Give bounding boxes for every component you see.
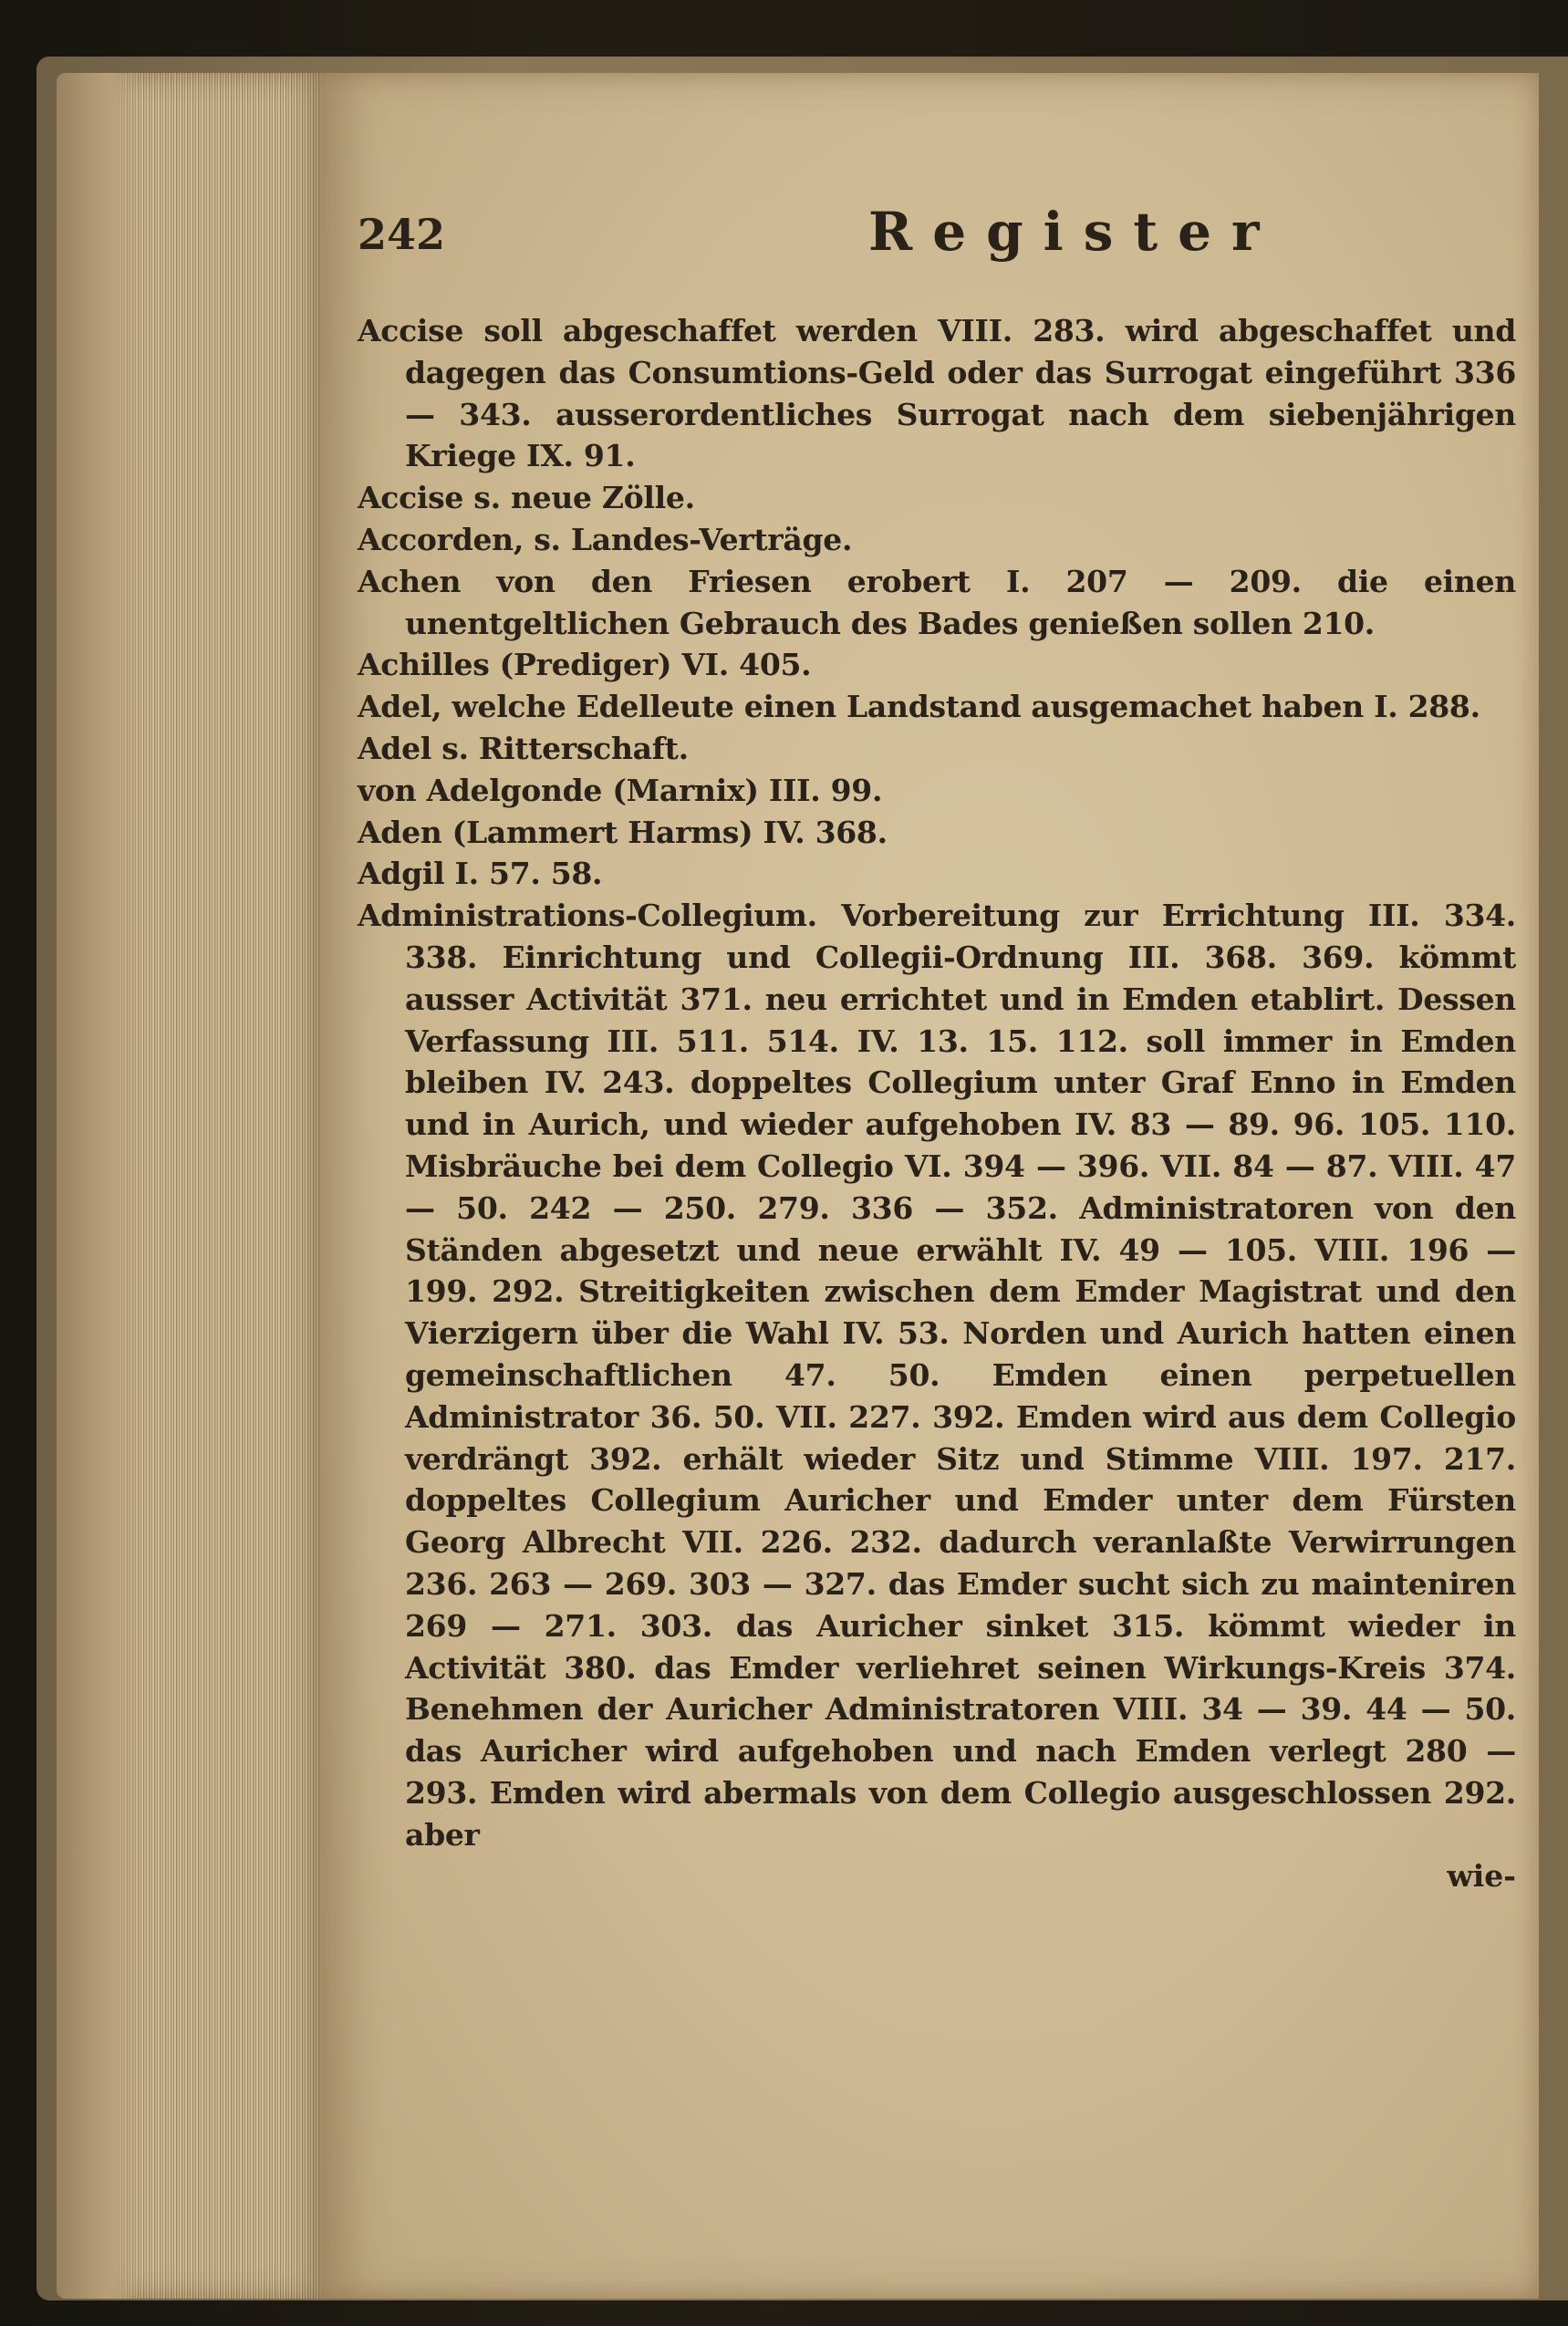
section-title: Register — [868, 201, 1280, 263]
index-entry: von Adelgonde (Marnix) III. 99. — [358, 772, 883, 808]
book-page — [321, 73, 1539, 2299]
index-entry: Adel s. Ritterschaft. — [358, 730, 689, 766]
page-content — [358, 201, 1516, 1897]
index-entry: Achen von den Friesen erobert I. 207 — 209. die einen unentgeltlichen Gebrauch des Bades genießen sollen 210. — [358, 563, 1516, 641]
index-entry: Adgil I. 57. 58. — [358, 856, 603, 892]
page-edges — [57, 73, 330, 2299]
index-entry: Achilles (Prediger) VI. 405. — [358, 647, 812, 683]
index-entry: Accise soll abgeschaffet werden VIII. 283. wird abgeschaffet und dagegen das Consumtions-Geld oder das Surrogat eingeführt 336 — 343. ausserordentliches Surrogat nach dem siebenjährigen Kriege IX. 91. — [358, 313, 1516, 474]
index-entry: Accise s. neue Zölle. — [358, 480, 695, 516]
catchword: wie- — [1447, 1858, 1516, 1895]
page-number: 242 — [358, 210, 446, 259]
running-head — [358, 201, 1516, 310]
index-entry: Administrations-Collegium. Vorbereitung zur Errichtung III. 334. 338. Einrichtung und Collegii-Ordnung III. 368. 369. kömmt ausser Activität 371. neu errichtet und in Emden etablirt. Dessen Verfassung III. 511. 514. IV. 13. 15. 112. soll immer in Emden bleiben IV. 243. doppeltes Collegium unter Graf Enno in Emden und in Aurich, und wieder aufgehoben IV. 83 — 89. 96. 105. 110. Misbräuche bei dem Collegio VI. 394 — 396. VII. 84 — 87. VIII. 47 — 50. 242 — 250. 279. 336 — 352. Administratoren von den Ständen abgesetzt und neue erwählt IV. 49 — 105. VIII. 196 — 199. 292. Streitigkeiten zwischen dem Emder Magistrat und den Vierzigern über die Wahl IV. 53. Norden und Aurich hatten einen gemeinschaftlichen 47. 50. Emden einen perpetuellen Administrator 36. 50. VII. 227. 392. Emden wird aus dem Collegio verdrängt 392. erhält wieder Sitz und Stimme VIII. 197. 217. doppeltes Collegium Auricher und Emder unter dem Fürsten Georg Albrecht VII. 226. 232. dadurch veranlaßte Verwirrungen 236. 263 — 269. 303 — 327. das Emder sucht sich zu mainteniren 269 — 271. 303. das Auricher sinket 315. kömmt wieder in Activität 380. das Emder verliehret seinen Wirkungs-Kreis 374. Benehmen der Auricher Administratoren VIII. 34 — 39. 44 — 50. das Auricher wird aufgehoben und nach Emden verlegt 280 — 293. Emden wird abermals von dem Collegio ausgeschlossen 292. aber — [358, 898, 1516, 1853]
index-entry: Accorden, s. Landes-Verträge. — [358, 521, 853, 557]
index-entry: Aden (Lammert Harms) IV. 368. — [358, 814, 888, 850]
index-entry: Adel, welche Edelleute einen Landstand ausgemachet haben I. 288. — [358, 689, 1480, 725]
index-entries — [358, 310, 1516, 1855]
